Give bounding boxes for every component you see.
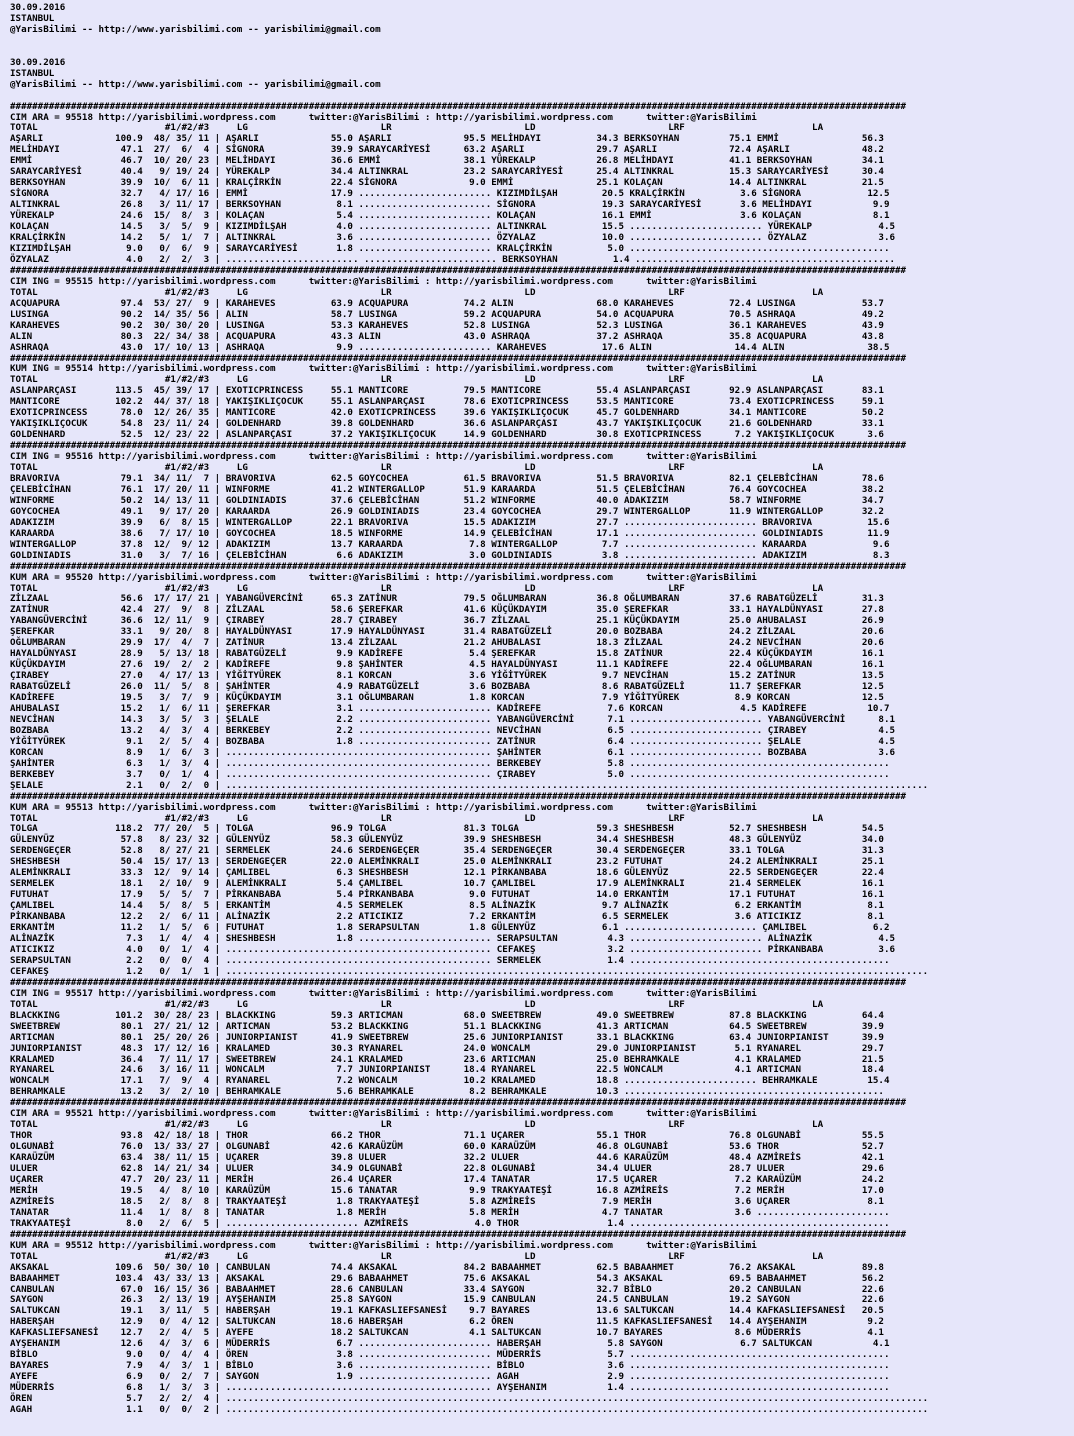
race-analysis-document: 30.09.2016 ISTANBUL @YarisBilimi -- http://www.yarisbilimi.com -- yarisbilimi@gmail.com 30.09.2016 ISTANBUL @YarisBilimi -- http://www.yarisbilimi.com -- yarisbilimi@gmail.com ################################################################################################################################################################## CIM ARA = 95518 http://yarisbilimi.wordpress.com twitter:@YarisBilimi : http://yarisbilimi.wordpress.com twitter:@YarisBilimi TOTAL #1/#2/#3 LG LR LD LRF LA AŞARLI 100.9 48/ 35/ 11 | AŞARLI 55.0 AŞARLI 95.5 MELİHDAYI 34.3 BERKSOYHAN 75.1 EMMİ 56.3 MELİHDAYI 47.1 27/ 6/ 4 | SİGNORA 39.9 SARAYCARİYESİ 63.2 AŞARLI 29.7 AŞARLI 72.4 AŞARLI 48.2 EMMİ 46.7 10/ 20/ 23 | MELİHDAYI 36.6 EMMİ 38.1 YÜREKALP 26.8 MELİHDAYI 41.1 BERKSOYHAN 34.1 SARAYCARİYESİ 40.4 9/ 19/ 24 | YÜREKALP 34.4 ALTINKRAL 23.2 SARAYCARİYESİ 25.4 ALTINKRAL 15.3 SARAYCARİYESİ 30.4 BERKSOYHAN 39.9 10/ 6/ 11 | KRALÇİRKİN 22.4 SİGNORA 9.0 EMMİ 25.1 KOLAÇAN 14.4 ALTINKRAL 21.5 SİGNORA 32.7 4/ 17/ 16 | EMMİ 17.9 ........................ KIZIMDİLŞAH 20.5 KRALÇİRKİN 3.6 SİGNORA 12.5 ALTINKRAL 26.8 3/ 11/ 17 | BERKSOYHAN 8.1 ........................ SİGNORA 19.3 SARAYCARİYESİ 3.6 MELİHDAYI 9.9 YÜREKALP 24.6 15/ 8/ 3 | KOLAÇAN 5.4 ........................ KOLAÇAN 16.1 EMMİ 3.6 KOLAÇAN 8.1 KOLAÇAN 14.5 3/ 5/ 9 | KIZIMDİLŞAH 4.0 ........................ ALTINKRAL 15.5 ........................ YÜREKALP 4.5 KRALÇİRKİN 14.2 5/ 1/ 7 | ALTINKRAL 3.6 ........................ ÖZYALAZ 10.0 ........................ ÖZYALAZ 3.6 KIZIMDİLŞAH 9.0 0/ 6/ 9 | SARAYCARİYESİ 1.8 ........................ KRALÇİRKİN 5.0 ............................................... ÖZYALAZ 4.0 2/ 2/ 3 | ........................ ........................ BERKSOYHAN 1.4 ............................................... ################################################################################################################################################################## CIM ING = 95515 http://yarisbilimi.wordpress.com twitter:@YarisBilimi : http://yarisbilimi.wordpress.com twitter:@YarisBilimi TOTAL #1/#2/#3 LG LR LD LRF LA ACQUAPURA 97.4 53/ 27/ 9 | KARAHEVES 63.9 ACQUAPURA 74.2 ALIN 68.0 KARAHEVES 72.4 LUSINGA 53.7 LUSINGA 90.2 14/ 35/ 56 | ALIN 58.7 LUSINGA 59.2 ACQUAPURA 54.0 ACQUAPURA 70.5 ASHRAQA 49.2 KARAHEVES 90.2 30/ 30/ 20 | LUSINGA 53.3 KARAHEVES 52.8 LUSINGA 52.3 LUSINGA 36.1 KARAHEVES 43.9 ALIN 80.3 22/ 34/ 38 | ACQUAPURA 43.3 ALIN 43.0 ASHRAQA 37.2 ASHRAQA 35.8 ACQUAPURA 43.8 ASHRAQA 43.0 17/ 10/ 13 | ASHRAQA 9.9 ........................ KARAHEVES 17.6 ALIN 14.4 ALIN 38.5 ################################################################################################################################################################## KUM ING = 95514 http://yarisbilimi.wordpress.com twitter:@YarisBilimi : http://yarisbilimi.wordpress.com twitter:@YarisBilimi TOTAL #1/#2/#3 LG LR LD LRF LA ASLANPARÇASI 113.5 45/ 39/ 17 | EXOTICPRINCESS 55.1 MANTICORE 79.5 MANTICORE 55.4 ASLANPARÇASI 92.9 ASLANPARÇASI 83.1 MANTICORE 102.2 44/ 37/ 18 | YAKIŞIKLIÇOCUK 55.1 ASLANPARÇASI 78.6 EXOTICPRINCESS 53.5 MANTICORE 73.4 EXOTICPRINCESS 59.1 EXOTICPRINCESS 78.0 12/ 26/ 35 | MANTICORE 42.0 EXOTICPRINCESS 39.6 YAKIŞIKLIÇOCUK 45.7 GOLDENHARD 34.1 MANTICORE 50.2 YAKIŞIKLIÇOCUK 54.8 23/ 11/ 24 | GOLDENHARD 39.8 GOLDENHARD 36.6 ASLANPARÇASI 43.7 YAKIŞIKLIÇOCUK 21.6 GOLDENHARD 33.1 GOLDENHARD 52.5 12/ 23/ 22 | ASLANPARÇASI 37.2 YAKIŞIKLIÇOCUK 14.9 GOLDENHARD 30.8 EXOTICPRINCESS 7.2 YAKIŞIKLIÇOCUK 3.6 ################################################################################################################################################################## CIM ING = 95516 http://yarisbilimi.wordpress.com twitter:@YarisBilimi : http://yarisbilimi.wordpress.com twitter:@YarisBilimi TOTAL #1/#2/#3 LG LR LD LRF LA BRAVORIVA 79.1 34/ 11/ 7 | BRAVORIVA 62.5 GOYCOCHEA 61.5 BRAVORIVA 51.5 BRAVORIVA 82.1 ÇELEBİCİHAN 78.6 ÇELEBİCİHAN 76.1 17/ 20/ 11 | WINFORME 41.2 WINTERGALLOP 51.9 KARAARDA 51.5 ÇELEBİCİHAN 76.4 GOYCOCHEA 38.2 WINFORME 50.2 14/ 13/ 11 | GOLDINIADIS 37.6 ÇELEBİCİHAN 51.2 WINFORME 40.0 ADAKIZIM 58.7 WINFORME 34.7 GOYCOCHEA 49.1 9/ 17/ 20 | KARAARDA 26.9 GOLDINIADIS 23.4 GOYCOCHEA 29.7 WINTERGALLOP 11.9 WINTERGALLOP 32.2 ADAKIZIM 39.9 6/ 8/ 15 | WINTERGALLOP 22.1 BRAVORIVA 15.5 ADAKIZIM 27.7 ........................ BRAVORIVA 15.6 KARAARDA 38.6 7/ 17/ 10 | GOYCOCHEA 18.5 WINFORME 14.9 ÇELEBİCİHAN 17.1 ........................ GOLDINIADIS 11.9 WINTERGALLOP 37.8 12/ 9/ 12 | ADAKIZIM 13.7 KARAARDA 7.8 WINTERGALLOP 7.7 ........................ KARAARDA 9.6 GOLDINIADIS 31.0 3/ 7/ 16 | ÇELEBİCİHAN 6.6 ADAKIZIM 3.0 GOLDINIADIS 3.8 ........................ ADAKIZIM 8.3 ################################################################################################################################################################## KUM ARA = 95520 http://yarisbilimi.wordpress.com twitter:@YarisBilimi : http://yarisbilimi.wordpress.com twitter:@YarisBilimi TOTAL #1/#2/#3 LG LR LD LRF LA ZİLZAAL 56.6 17/ 17/ 21 | YABANGÜVERCİNİ 65.3 ZATİNUR 79.5 OĞLUMBARAN 36.8 OĞLUMBARAN 37.6 RABATGÜZELİ 31.3 ZATİNUR 42.4 27/ 9/ 8 | ZİLZAAL 58.6 ŞEREFKAR 41.6 KÜÇÜKDAYIM 35.0 ŞEREFKAR 33.1 HAYALDÜNYASI 27.8 YABANGÜVERCİNİ 36.6 12/ 11/ 9 | ÇIRABEY 28.7 ÇIRABEY 36.7 ZİLZAAL 25.1 KÜÇÜKDAYIM 25.0 AHUBALASI 26.9 ŞEREFKAR 33.1 9/ 20/ 8 | HAYALDÜNYASI 17.9 HAYALDÜNYASI 31.4 RABATGÜZELİ 20.0 BOZBABA 24.2 ZİLZAAL 20.6 OĞLUMBARAN 29.9 17/ 4/ 7 | ZATİNUR 13.4 ZİLZAAL 21.2 AHUBALASI 18.3 ZİLZAAL 24.2 NEVCİHAN 20.6 HAYALDÜNYASI 28.9 5/ 13/ 18 | RABATGÜZELİ 9.9 KADİREFE 5.4 ŞEREFKAR 15.8 ZATİNUR 22.4 KÜÇÜKDAYIM 16.1 KÜÇÜKDAYIM 27.6 19/ 2/ 2 | KADİREFE 9.8 ŞAHİNTER 4.5 HAYALDÜNYASI 11.1 KADİREFE 22.4 OĞLUMBARAN 16.1 ÇIRABEY 27.0 4/ 17/ 13 | YİĞİTYÜREK 8.1 KORCAN 3.6 YİĞİTYÜREK 9.7 NEVCİHAN 15.2 ZATİNUR 13.5 RABATGÜZELİ 26.0 11/ 5/ 8 | ŞAHİNTER 4.9 RABATGÜZELİ 3.6 BOZBABA 8.6 RABATGÜZELİ 11.7 ŞEREFKAR 12.5 KADİREFE 19.5 3/ 7/ 9 | KÜÇÜKDAYIM 3.1 OĞLUMBARAN 1.8 KORCAN 7.9 YİĞİTYÜREK 8.9 KORCAN 12.5 AHUBALASI 15.2 1/ 6/ 11 | ŞEREFKAR 3.1 ........................ KADİREFE 7.6 KORCAN 4.5 KADİREFE 10.7 NEVCİHAN 14.3 3/ 5/ 3 | ŞELALE 2.2 ........................ YABANGÜVERCİNİ 7.1 ........................ YABANGÜVERCİNİ 8.1 BOZBABA 13.2 4/ 3/ 4 | BERKEBEY 2.2 ........................ NEVCİHAN 6.5 ........................ ÇIRABEY 4.5 YİĞİTYÜREK 9.1 2/ 5/ 4 | BOZBABA 1.8 ........................ ZATİNUR 6.4 ........................ ŞELALE 4.5 KORCAN 8.9 1/ 6/ 3 | ................................................ ŞAHİNTER 6.1 ........................ BOZBABA 3.6 ŞAHİNTER 6.3 1/ 3/ 4 | ................................................ BERKEBEY 5.8 ............................................... BERKEBEY 3.7 0/ 1/ 4 | ................................................ ÇIRABEY 5.0 ............................................... ŞELALE 2.1 0/ 2/ 0 | ............................................................................................................................... ################################################################################################################################################################## KUM ARA = 95513 http://yarisbilimi.wordpress.com twitter:@YarisBilimi : http://yarisbilimi.wordpress.com twitter:@YarisBilimi TOTAL #1/#2/#3 LG LR LD LRF LA TOLGA 118.2 77/ 20/ 5 | TOLGA 96.9 TOLGA 81.3 TOLGA 59.3 SHESHBESH 52.7 SHESHBESH 54.5 GÜLENYÜZ 57.8 8/ 23/ 32 | GÜLENYÜZ 58.3 GÜLENYÜZ 39.9 SHESHBESH 34.4 SHESHBESH 48.3 GÜLENYÜZ 34.0 SERDENGEÇER 52.8 8/ 27/ 21 | SERMELEK 24.6 SERDENGEÇER 35.4 SERDENGEÇER 30.4 SERDENGEÇER 33.1 TOLGA 31.3 SHESHBESH 50.4 15/ 17/ 13 | SERDENGEÇER 22.0 ALEMİNKRALI 25.0 ALEMİNKRALI 23.2 FUTUHAT 24.2 ALEMİNKRALI 25.1 ALEMİNKRALI 33.3 12/ 9/ 14 | ÇAMLIBEL 6.3 SHESHBESH 12.1 PİRKANBABA 18.6 GÜLENYÜZ 22.5 SERDENGEÇER 22.4 SERMELEK 18.1 2/ 10/ 9 | ALEMİNKRALI 5.4 ÇAMLIBEL 10.7 ÇAMLIBEL 17.9 ALEMİNKRALI 21.4 SERMELEK 16.1 FUTUHAT 17.9 5/ 5/ 7 | PİRKANBABA 5.4 PİRKANBABA 9.0 FUTUHAT 14.0 ERKANTİM 17.1 FUTUHAT 16.1 ÇAMLIBEL 14.4 5/ 8/ 5 | ERKANTİM 4.5 SERMELEK 8.5 ALİNAZİK 9.7 ALİNAZİK 6.2 ERKANTİM 8.1 PİRKANBABA 12.2 2/ 6/ 11 | ALİNAZİK 2.2 ATICIKIZ 7.2 ERKANTİM 6.5 SERMELEK 3.6 ATICIKIZ 8.1 ERKANTİM 11.2 1/ 5/ 6 | FUTUHAT 1.8 SERAPSULTAN 1.8 GÜLENYÜZ 6.1 ........................ ÇAMLIBEL 6.2 ALİNAZİK 7.3 1/ 4/ 4 | SHESHBESH 1.8 ........................ SERAPSULTAN 4.3 ........................ ALİNAZİK 4.5 ATICIKIZ 4.0 0/ 1/ 4 | ................................................ CEFAKEŞ 3.2 ........................ PİRKANBABA 3.6 SERAPSULTAN 2.2 0/ 0/ 4 | ................................................ SERMELEK 1.4 ............................................... CEFAKEŞ 1.2 0/ 1/ 1 | ............................................................................................................................... ################################################################################################################################################################## CIM ING = 95517 http://yarisbilimi.wordpress.com twitter:@YarisBilimi : http://yarisbilimi.wordpress.com twitter:@YarisBilimi TOTAL #1/#2/#3 LG LR LD LRF LA BLACKKING 101.2 30/ 28/ 23 | BLACKKING 59.3 ARTICMAN 68.0 SWEETBREW 49.0 SWEETBREW 87.8 BLACKKING 64.4 SWEETBREW 80.1 27/ 21/ 12 | ARTICMAN 53.2 BLACKKING 51.1 BLACKKING 41.3 ARTICMAN 64.5 SWEETBREW 39.9 ARTICMAN 80.1 25/ 20/ 26 | JUNIORPIANIST 41.9 SWEETBREW 25.6 JUNIORPIANIST 33.1 BLACKKING 63.4 JUNIORPIANIST 39.9 JUNIORPIANIST 48.3 17/ 12/ 16 | KRALAMED 30.3 RYANAREL 24.0 WONCALM 29.0 JUNIORPIANIST 5.1 RYANAREL 29.7 KRALAMED 36.4 7/ 11/ 17 | SWEETBREW 24.1 KRALAMED 23.6 ARTICMAN 25.0 BEHRAMKALE 4.1 KRALAMED 21.5 RYANAREL 24.6 3/ 16/ 11 | WONCALM 7.7 JUNIORPIANIST 18.4 RYANAREL 22.5 WONCALM 4.1 ARTICMAN 18.4 WONCALM 17.1 7/ 9/ 4 | RYANAREL 7.2 WONCALM 10.2 KRALAMED 18.8 ........................ BEHRAMKALE 15.4 BEHRAMKALE 13.2 3/ 2/ 10 | BEHRAMKALE 5.6 BEHRAMKALE 8.2 BEHRAMKALE 10.3 ............................................... ################################################################################################################################################################## CIM ARA = 95521 http://yarisbilimi.wordpress.com twitter:@YarisBilimi : http://yarisbilimi.wordpress.com twitter:@YarisBilimi TOTAL #1/#2/#3 LG LR LD LRF LA THOR 93.8 42/ 18/ 18 | THOR 66.2 THOR 71.1 UÇARER 55.1 THOR 76.8 OLGUNABİ 55.5 OLGUNABİ 76.0 13/ 33/ 27 | OLGUNABİ 42.6 KARAÜZÜM 60.0 KARAÜZÜM 46.8 OLGUNABİ 53.6 THOR 52.7 KARAÜZÜM 63.4 38/ 11/ 15 | UÇARER 39.8 ULUER 32.2 ULUER 44.6 KARAÜZÜM 48.4 AZMİREİS 42.1 ULUER 62.8 14/ 21/ 34 | ULUER 34.9 OLGUNABİ 22.8 OLGUNABİ 34.4 ULUER 28.7 ULUER 29.6 UÇARER 47.7 20/ 23/ 11 | MERİH 26.4 UÇARER 17.4 TANATAR 17.5 UÇARER 7.2 KARAÜZÜM 24.2 MERİH 19.5 4/ 8/ 10 | KARAÜZÜM 15.6 TANATAR 9.9 TRAKYAATEŞİ 16.8 AZMİREİS 7.2 MERİH 17.0 AZMİREİS 18.5 2/ 8/ 8 | TRAKYAATEŞİ 1.8 TRAKYAATEŞİ 5.8 AZMİREİS 7.9 MERİH 3.6 UÇARER 8.1 TANATAR 11.4 1/ 8/ 8 | TANATAR 1.8 MERİH 5.8 MERİH 4.7 TANATAR 3.6 ........................ TRAKYAATEŞİ 8.0 2/ 6/ 5 | ........................ AZMİREİS 4.0 THOR 1.4 ............................................... ################################################################################################################################################################## KUM ARA = 95512 http://yarisbilimi.wordpress.com twitter:@YarisBilimi : http://yarisbilimi.wordpress.com twitter:@YarisBilimi TOTAL #1/#2/#3 LG LR LD LRF LA AKSAKAL 109.6 50/ 30/ 10 | CANBULAN 74.4 AKSAKAL 84.2 BABAAHMET 62.5 BABAAHMET 76.2 AKSAKAL 89.8 BABAAHMET 103.4 43/ 33/ 13 | AKSAKAL 29.6 BABAAHMET 75.6 AKSAKAL 54.3 AKSAKAL 69.5 BABAAHMET 56.2 CANBULAN 67.0 16/ 15/ 36 | BABAAHMET 28.6 CANBULAN 33.4 SAYGON 32.7 BİBLO 20.2 CANBULAN 22.6 SAYGON 26.3 2/ 13/ 19 | AYŞEHANIM 25.8 SAYGON 15.9 CANBULAN 24.5 CANBULAN 19.2 SAYGON 22.6 SALTUKCAN 19.1 3/ 11/ 5 | HABERŞAH 19.1 KAFKASLIEFSANESİ 9.7 BAYARES 13.6 SALTUKCAN 14.4 KAFKASLIEFSANESİ 20.5 HABERŞAH 12.9 0/ 4/ 12 | SALTUKCAN 18.6 HABERŞAH 6.2 ÖREN 11.5 KAFKASLIEFSANESİ 14.4 AYŞEHANIM 9.2 KAFKASLIEFSANESİ 12.7 2/ 4/ 5 | AYEFE 18.2 SALTUKCAN 4.1 SALTUKCAN 10.7 BAYARES 8.6 MÜDERRİS 4.1 AYŞEHANIM 12.6 4/ 3/ 6 | MÜDERRİS 6.7 ........................ HABERŞAH 5.8 SAYGON 6.7 SALTUKCAN 4.1 BİBLO 9.0 0/ 4/ 4 | ÖREN 3.8 ........................ MÜDERRİS 5.7 ............................................... BAYARES 7.9 4/ 3/ 1 | BİBLO 3.6 ........................ BİBLO 3.6 ............................................... AYEFE 6.9 0/ 2/ 7 | SAYGON 1.9 ........................ AGAH 2.9 ............................................... MÜDERRİS 6.8 1/ 3/ 3 | ................................................ AYŞEHANIM 1.4 ............................................... ÖREN 5.7 2/ 2/ 4 | ............................................................................................................................... AGAH 1.1 0/ 0/ 2 | ............................................................................................................................... <box>10 2 929 1415</box>
